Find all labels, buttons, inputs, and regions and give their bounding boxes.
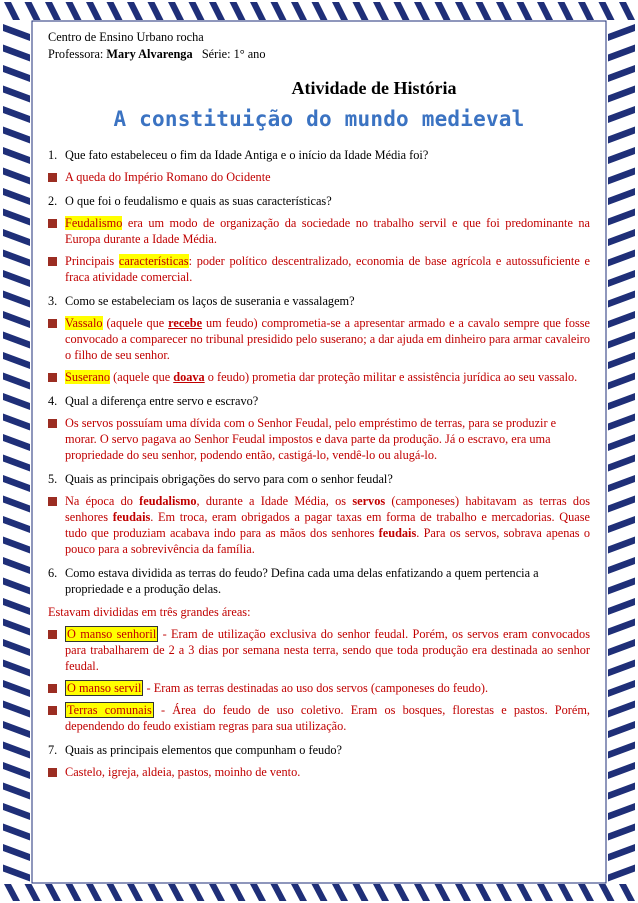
border-chevron bbox=[353, 884, 369, 901]
border-chevron bbox=[608, 45, 635, 62]
border-chevron bbox=[4, 2, 20, 20]
border-chevron bbox=[107, 884, 123, 901]
border-chevron bbox=[3, 865, 30, 882]
border-chevron bbox=[66, 2, 82, 20]
border-chevron bbox=[608, 803, 635, 820]
question-5: 5. Quais as principais obrigações do servo para com o senhor feudal? bbox=[48, 472, 393, 486]
border-chevron bbox=[608, 229, 635, 246]
border-chevron bbox=[3, 270, 30, 287]
answer-3a: Vassalo (aquele que recebe um feudo) comprometia-se a apresentar armado e a cavalo sempre que fosse convocado a comparecer no tribunal presidido pelo suserano; a dar ajuda em dinheiro para armar cavaleiro o filho de seu senhor. bbox=[48, 315, 590, 363]
border-chevron bbox=[312, 2, 328, 20]
border-chevron bbox=[3, 45, 30, 62]
question-2: 2. O que foi o feudalismo e quais as suas características? bbox=[48, 194, 332, 208]
border-chevron bbox=[608, 721, 635, 738]
border-chevron bbox=[107, 2, 123, 20]
border-chevron bbox=[373, 884, 389, 901]
answer-6c: Terras comunais - Área do feudo de uso coletivo. Eram os bosques, florestas e pastos. Porém, dependendo do feudo existiam regras para sua utilização. bbox=[48, 702, 590, 734]
border-chevron bbox=[332, 2, 348, 20]
border-chevron bbox=[496, 884, 512, 901]
border-chevron bbox=[517, 2, 533, 20]
border-chevron bbox=[3, 578, 30, 595]
answer-2a: Feudalismo era um modo de organização da sociedade no trabalho servil e que foi predominante na Europa durante a Idade Média. bbox=[48, 215, 590, 247]
border-chevron bbox=[608, 742, 635, 759]
border-chevron bbox=[3, 311, 30, 328]
border-chevron bbox=[3, 332, 30, 349]
grade: Série: 1° ano bbox=[201, 47, 266, 61]
border-chevron bbox=[608, 455, 635, 472]
border-chevron bbox=[3, 516, 30, 533]
border-chevron bbox=[3, 250, 30, 267]
bullet-icon bbox=[48, 630, 57, 639]
border-chevron bbox=[3, 762, 30, 779]
border-chevron bbox=[127, 2, 143, 20]
border-chevron bbox=[3, 844, 30, 861]
border-chevron bbox=[3, 660, 30, 677]
border-chevron bbox=[353, 2, 369, 20]
border-chevron bbox=[435, 884, 451, 901]
border-chevron bbox=[3, 414, 30, 431]
border-chevron bbox=[455, 2, 471, 20]
border-chevron bbox=[291, 2, 307, 20]
border-chevron bbox=[373, 2, 389, 20]
border-chevron bbox=[608, 373, 635, 390]
section-intro: Estavam divididas em três grandes áreas: bbox=[48, 605, 251, 619]
border-chevron bbox=[332, 884, 348, 901]
border-chevron bbox=[608, 24, 635, 41]
border-chevron bbox=[4, 884, 20, 901]
border-chevron bbox=[3, 86, 30, 103]
teacher-name: Mary Alvarenga bbox=[106, 47, 193, 61]
border-chevron bbox=[608, 598, 635, 615]
page-subtitle: A constituição do mundo medieval bbox=[113, 107, 525, 131]
border-chevron bbox=[608, 270, 635, 287]
border-chevron bbox=[608, 844, 635, 861]
border-chevron bbox=[3, 701, 30, 718]
border-chevron bbox=[455, 884, 471, 901]
border-chevron bbox=[291, 884, 307, 901]
border-chevron bbox=[230, 884, 246, 901]
border-chevron bbox=[608, 291, 635, 308]
border-chevron bbox=[250, 2, 266, 20]
border-chevron bbox=[608, 680, 635, 697]
border-chevron bbox=[476, 2, 492, 20]
border-chevron bbox=[414, 884, 430, 901]
bullet-icon bbox=[48, 419, 57, 428]
border-chevron bbox=[608, 209, 635, 226]
border-chevron bbox=[3, 188, 30, 205]
border-chevron bbox=[25, 2, 41, 20]
border-chevron bbox=[608, 127, 635, 144]
border-chevron bbox=[271, 2, 287, 20]
border-chevron bbox=[608, 557, 635, 574]
border-chevron bbox=[209, 2, 225, 20]
border-chevron bbox=[3, 147, 30, 164]
border-chevron bbox=[3, 393, 30, 410]
question-6: 6. Como estava dividida as terras do feudo? Defina cada uma delas enfatizando a quem pertencia a propriedade e a produção delas. bbox=[48, 566, 539, 596]
border-chevron bbox=[271, 884, 287, 901]
border-chevron bbox=[3, 742, 30, 759]
border-chevron bbox=[3, 24, 30, 41]
answer-4: Os servos possuíam uma dívida com o Senhor Feudal, pelo empréstimo de terras, para se produzir e morar. O servo pagava ao Senhor Feudal impostos e dava parte da produção. Já o escravo, era uma propriedade do seu senhor, podendo então, castigá-lo, vendê-lo ou alugá-lo. bbox=[48, 415, 590, 463]
border-chevron bbox=[3, 106, 30, 123]
border-chevron bbox=[3, 537, 30, 554]
border-chevron bbox=[3, 209, 30, 226]
border-chevron bbox=[3, 65, 30, 82]
border-chevron bbox=[3, 598, 30, 615]
border-chevron bbox=[608, 475, 635, 492]
worksheet bbox=[48, 29, 590, 780]
border-chevron bbox=[608, 311, 635, 328]
border-chevron bbox=[537, 884, 553, 901]
border-chevron bbox=[189, 2, 205, 20]
border-chevron bbox=[608, 86, 635, 103]
border-chevron bbox=[3, 127, 30, 144]
border-chevron bbox=[3, 373, 30, 390]
border-chevron bbox=[3, 352, 30, 369]
border-chevron bbox=[558, 2, 574, 20]
border-chevron bbox=[619, 2, 635, 20]
border-chevron bbox=[608, 250, 635, 267]
border-chevron bbox=[608, 393, 635, 410]
border-chevron bbox=[3, 557, 30, 574]
border-chevron bbox=[168, 884, 184, 901]
border-chevron bbox=[608, 660, 635, 677]
border-chevron bbox=[558, 884, 574, 901]
bullet-icon bbox=[48, 257, 57, 266]
answer-7: Castelo, igreja, aldeia, pastos, moinho de vento. bbox=[48, 764, 590, 780]
bullet-icon bbox=[48, 684, 57, 693]
border-chevron bbox=[578, 884, 594, 901]
border-chevron bbox=[3, 783, 30, 800]
border-chevron bbox=[608, 414, 635, 431]
border-chevron bbox=[608, 65, 635, 82]
border-chevron bbox=[3, 168, 30, 185]
border-chevron bbox=[3, 434, 30, 451]
answer-6b: O manso servil - Eram as terras destinadas ao uso dos servos (camponeses do feudo). bbox=[48, 680, 590, 696]
border-chevron bbox=[608, 762, 635, 779]
border-chevron bbox=[127, 884, 143, 901]
border-chevron bbox=[517, 884, 533, 901]
border-chevron bbox=[608, 783, 635, 800]
border-chevron bbox=[250, 884, 266, 901]
border-chevron bbox=[25, 884, 41, 901]
border-chevron bbox=[189, 884, 205, 901]
border-chevron bbox=[414, 2, 430, 20]
border-chevron bbox=[599, 2, 615, 20]
border-chevron bbox=[148, 2, 164, 20]
school-name: Centro de Ensino Urbano rocha bbox=[48, 30, 204, 44]
border-chevron bbox=[608, 496, 635, 513]
border-chevron bbox=[608, 619, 635, 636]
bullet-icon bbox=[48, 768, 57, 777]
border-chevron bbox=[209, 884, 225, 901]
question-1: 1. Que fato estabeleceu o fim da Idade Antiga e o início da Idade Média foi? bbox=[48, 148, 429, 162]
bullet-icon bbox=[48, 319, 57, 328]
border-chevron bbox=[3, 496, 30, 513]
border-chevron bbox=[608, 865, 635, 882]
border-chevron bbox=[3, 455, 30, 472]
answer-5: Na época do feudalismo, durante a Idade Média, os servos (camponeses) habitavam as terras dos senhores feudais. Em troca, eram obrigados a pagar taxas em forma de trabalho e mercadorias. Quase tudo que produziam acabava indo para as mãos dos senhores feudais. Para os servos, sobrava apenas o pouco para a sobrevivência da família. bbox=[48, 493, 590, 557]
border-chevron bbox=[45, 884, 61, 901]
answer-3b: Suserano (aquele que doava o feudo) prometia dar proteção militar e assistência jurídica ao seu vassalo. bbox=[48, 369, 590, 385]
border-chevron bbox=[394, 2, 410, 20]
border-chevron bbox=[3, 291, 30, 308]
border-chevron bbox=[608, 578, 635, 595]
border-chevron bbox=[476, 884, 492, 901]
bullet-icon bbox=[48, 497, 57, 506]
border-chevron bbox=[66, 884, 82, 901]
border-chevron bbox=[608, 516, 635, 533]
bullet-icon bbox=[48, 373, 57, 382]
border-chevron bbox=[3, 680, 30, 697]
border-chevron bbox=[619, 884, 635, 901]
border-chevron bbox=[86, 2, 102, 20]
border-chevron bbox=[496, 2, 512, 20]
border-chevron bbox=[3, 803, 30, 820]
border-chevron bbox=[608, 824, 635, 841]
border-chevron bbox=[3, 639, 30, 656]
answer-1: A queda do Império Romano do Ocidente bbox=[48, 169, 590, 185]
border-chevron bbox=[312, 884, 328, 901]
border-chevron bbox=[3, 824, 30, 841]
question-3: 3. Como se estabeleciam os laços de suserania e vassalagem? bbox=[48, 294, 355, 308]
border-chevron bbox=[148, 884, 164, 901]
border-chevron bbox=[3, 475, 30, 492]
border-chevron bbox=[608, 147, 635, 164]
border-chevron bbox=[608, 168, 635, 185]
border-chevron bbox=[578, 2, 594, 20]
border-chevron bbox=[86, 884, 102, 901]
border-chevron bbox=[3, 619, 30, 636]
page-title: Atividade de História bbox=[291, 78, 457, 98]
answer-2b: Principais características: poder político descentralizado, economia de base agrícola e autossuficiente e fraca atividade comercial. bbox=[48, 253, 590, 285]
border-chevron bbox=[608, 639, 635, 656]
question-4: 4. Qual a diferença entre servo e escravo? bbox=[48, 394, 259, 408]
border-chevron bbox=[608, 352, 635, 369]
border-chevron bbox=[230, 2, 246, 20]
bullet-icon bbox=[48, 173, 57, 182]
bullet-icon bbox=[48, 219, 57, 228]
bullet-icon bbox=[48, 706, 57, 715]
border-chevron bbox=[3, 721, 30, 738]
border-chevron bbox=[3, 229, 30, 246]
border-chevron bbox=[537, 2, 553, 20]
question-7: 7. Quais as principais elementos que compunham o feudo? bbox=[48, 743, 342, 757]
answer-6a: O manso senhoril - Eram de utilização exclusiva do senhor feudal. Porém, os servos eram convocados para trabalharem de 2 a 3 dias por semana nesta terra, sendo que toda produção era destinada ao senhor feudal. bbox=[48, 626, 590, 674]
border-chevron bbox=[599, 884, 615, 901]
border-chevron bbox=[608, 537, 635, 554]
border-chevron bbox=[608, 188, 635, 205]
border-chevron bbox=[608, 332, 635, 349]
border-chevron bbox=[394, 884, 410, 901]
teacher-line: Professora: Mary Alvarenga Série: 1° ano bbox=[48, 47, 266, 61]
border-chevron bbox=[608, 106, 635, 123]
border-chevron bbox=[45, 2, 61, 20]
border-chevron bbox=[608, 701, 635, 718]
border-chevron bbox=[435, 2, 451, 20]
border-chevron bbox=[168, 2, 184, 20]
border-chevron bbox=[608, 434, 635, 451]
